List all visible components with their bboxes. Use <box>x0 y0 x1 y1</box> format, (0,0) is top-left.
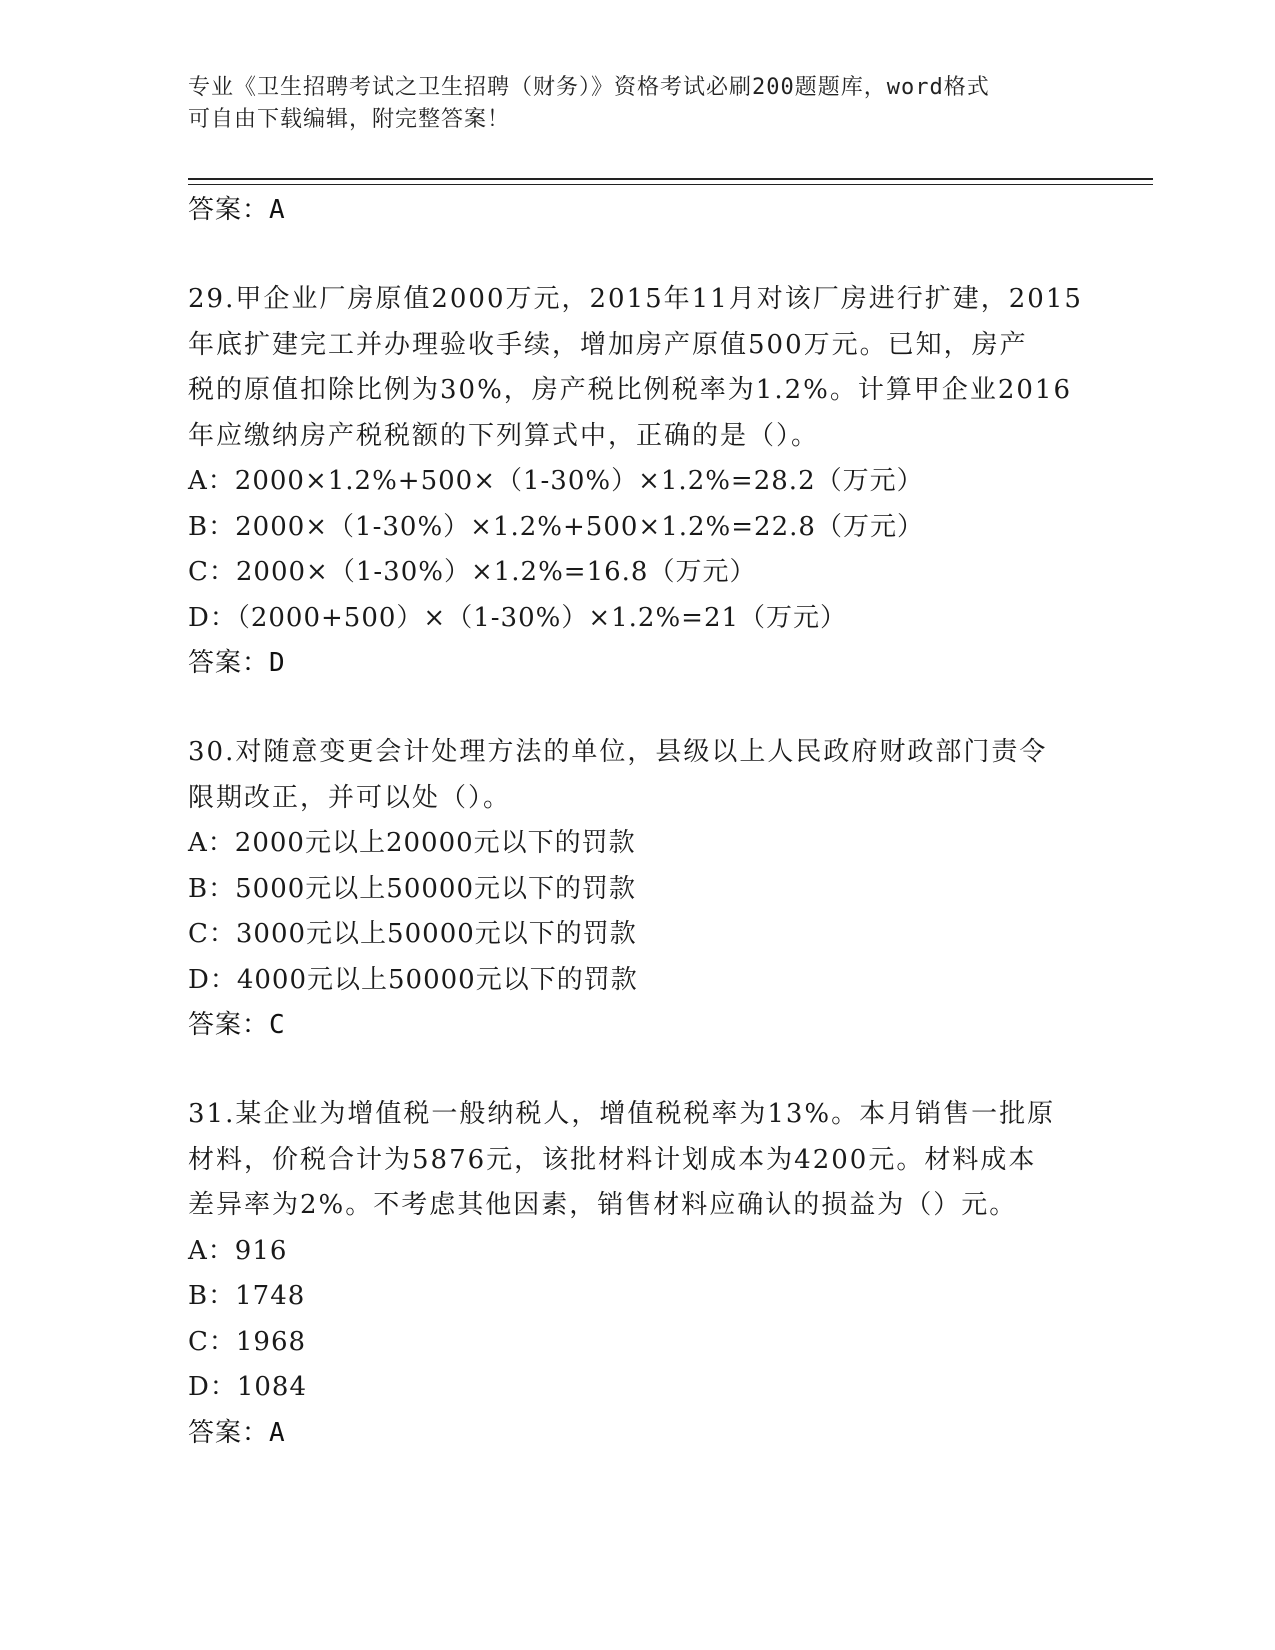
answer-label: 答案： <box>188 195 270 225</box>
answer-line <box>188 1003 1088 1047</box>
answer-label: 答案： <box>188 1417 270 1448</box>
option-b: B：1748 <box>188 1281 306 1311</box>
option-a: A：916 <box>188 1235 288 1266</box>
option-d: D：1084 <box>188 1372 308 1402</box>
answer-label: 答案： <box>188 648 270 678</box>
header-line-2: 可自由下载编辑，附完整答案！ <box>188 107 511 132</box>
answer-line <box>188 641 1088 685</box>
option-a: A：2000元以上20000元以下的罚款 <box>188 828 636 858</box>
answer-value: A <box>269 1417 286 1448</box>
option-c: C：2000×（1-30%）×1.2%=16.8（万元） <box>188 557 757 587</box>
question-text-line: 年底扩建完工并办理验收手续，增加房产原值500万元。已知，房产 <box>188 329 1028 360</box>
spacer <box>188 1047 1088 1092</box>
option-b: B：2000×（1-30%）×1.2%+500×1.2%=22.8（万元） <box>188 511 924 542</box>
question-30 <box>188 730 1088 1047</box>
option-a: A：2000×1.2%+500×（1-30%）×1.2%=28.2（万元） <box>188 466 924 496</box>
answer-label: 答案： <box>188 1010 270 1040</box>
question-text-line: 31.某企业为增值税一般纳税人，增值税税率为13%。本月销售一批原 <box>188 1099 1056 1129</box>
header-divider-thick <box>188 178 1153 180</box>
spacer <box>188 685 1088 730</box>
spacer <box>188 232 1088 277</box>
question-text-line: 30.对随意变更会计处理方法的单位，县级以上人民政府财政部门责令 <box>188 737 1048 767</box>
answer-value: A <box>269 195 286 225</box>
answer-value: D <box>269 648 286 678</box>
header-line-1: 专业《卫生招聘考试之卫生招聘（财务）》资格考试必刷200题题库，word格式 <box>188 75 990 100</box>
question-text-line: 税的原值扣除比例为30%，房产税比例税率为1.2%。计算甲企业2016 <box>188 375 1073 405</box>
question-text-line: 年应缴纳房产税税额的下列算式中，正确的是（）。 <box>188 420 820 451</box>
question-text-line: 材料，价税合计为5876元，该批材料计划成本为4200元。材料成本 <box>188 1144 1037 1175</box>
question-text-line: 差异率为2%。不考虑其他因素，销售材料应确认的损益为（）元。 <box>188 1190 1018 1220</box>
question-31 <box>188 1092 1088 1455</box>
document-header <box>188 72 1068 136</box>
question-text-line: 限期改正，并可以处（）。 <box>188 782 512 813</box>
option-d: D：4000元以上50000元以下的罚款 <box>188 964 638 995</box>
option-c: C：1968 <box>188 1326 307 1357</box>
option-b: B：5000元以上50000元以下的罚款 <box>188 873 636 904</box>
option-c: C：3000元以上50000元以下的罚款 <box>188 919 637 949</box>
question-29 <box>188 277 1088 685</box>
header-divider-thin <box>188 184 1153 185</box>
option-d: D：（2000+500）×（1-30%）×1.2%=21（万元） <box>188 602 848 633</box>
document-body <box>188 188 1088 1455</box>
answer-value: C <box>269 1010 286 1040</box>
question-text-line: 29.甲企业厂房原值2000万元，2015年11月对该厂房进行扩建，2015 <box>188 284 1083 314</box>
answer-line <box>188 1411 1088 1455</box>
answer-line-prev <box>188 188 1088 232</box>
